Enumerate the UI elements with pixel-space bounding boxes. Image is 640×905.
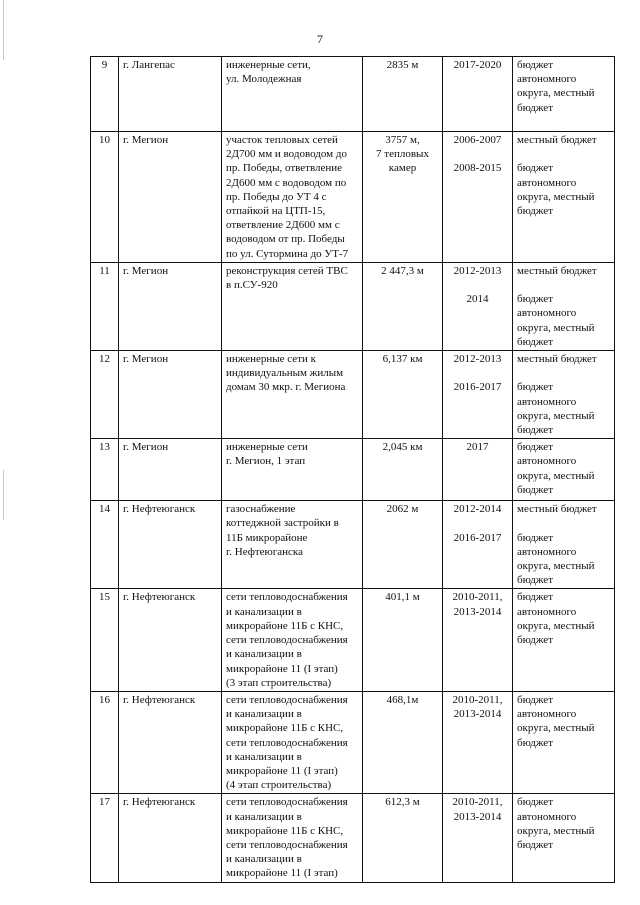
projects-table xyxy=(90,56,615,883)
budget-cell-line: округа, местный xyxy=(517,190,595,203)
budget-cell-line: автономного xyxy=(517,810,577,823)
object-cell-line: по ул. Сутормина до УТ-7 xyxy=(226,247,349,260)
budget-cell xyxy=(513,132,615,263)
length-cell-line: 2835 м xyxy=(386,59,419,71)
object-cell-line: участок тепловых сетей xyxy=(226,134,338,146)
city-cell: г. Нефтеюганск xyxy=(119,794,222,882)
row-number-cell: 14 xyxy=(91,501,119,589)
length-cell-line: 612,3 м xyxy=(385,796,420,809)
budget-cell-line: округа, местный xyxy=(517,469,595,482)
budget-cell-line: округа, местный xyxy=(517,722,595,735)
object-cell-line: сети тепловодоснабжения xyxy=(226,796,348,809)
object-cell-line: 2Д700 мм и водоводом до xyxy=(226,148,347,161)
budget-cell-line: бюджет xyxy=(517,381,553,394)
years-cell-line: 2017-2020 xyxy=(453,59,502,71)
years-cell-line: 2010-2011, xyxy=(452,796,503,809)
budget-cell-line: местный бюджет xyxy=(517,134,597,146)
length-cell xyxy=(363,794,443,882)
years-cell-line: 2010-2011, xyxy=(452,693,503,706)
object-cell-line: 2Д600 мм с водоводом по xyxy=(226,176,347,189)
object-cell-line: пр. Победы, ответвление xyxy=(226,162,343,175)
object-cell-line: реконструкция сетей ТВС xyxy=(226,264,348,277)
city-cell: г. Лангепас xyxy=(119,57,222,132)
object-cell-line: и канализации в xyxy=(226,750,302,763)
length-cell-line: 2062 м xyxy=(386,503,419,516)
budget-cell-line: автономного xyxy=(517,395,577,408)
budget-cell xyxy=(513,794,615,882)
table-row xyxy=(91,501,615,589)
budget-cell-line xyxy=(517,278,610,292)
object-cell-line: индивидуальным жилым xyxy=(226,367,344,380)
page-number: 7 xyxy=(317,32,323,46)
table-row xyxy=(91,439,615,501)
object-cell xyxy=(222,501,363,589)
budget-cell-line: автономного xyxy=(517,176,577,189)
budget-cell xyxy=(513,262,615,350)
years-cell-line xyxy=(447,516,508,530)
budget-cell xyxy=(513,691,615,793)
budget-cell-line: бюджет xyxy=(517,59,553,71)
budget-cell-line: бюджет xyxy=(517,574,553,587)
length-cell xyxy=(363,351,443,439)
budget-cell-line: местный бюджет xyxy=(517,503,597,516)
object-cell xyxy=(222,262,363,350)
row-number-cell: 9 xyxy=(91,57,119,132)
budget-cell-line: местный бюджет xyxy=(517,264,597,277)
budget-cell-line: бюджет xyxy=(517,736,553,749)
table-row xyxy=(91,794,615,882)
years-cell-line: 2016-2017 xyxy=(453,531,502,544)
budget-cell-line: бюджет xyxy=(517,483,553,496)
city-cell: г. Мегион xyxy=(119,439,222,501)
object-cell-line: микрорайоне 11 (I этап) xyxy=(226,764,338,777)
budget-cell-line: бюджет xyxy=(517,101,553,114)
budget-cell-line: округа, местный xyxy=(517,321,595,334)
length-cell-line: 3757 м, xyxy=(385,134,420,146)
object-cell-line: инженерные сети, xyxy=(226,59,311,71)
city-cell: г. Нефтеюганск xyxy=(119,589,222,691)
length-cell-line: 6,137 км xyxy=(382,353,423,366)
budget-cell-line: бюджет xyxy=(517,162,553,175)
object-cell-line: водоводом от пр. Победы xyxy=(226,233,345,246)
budget-cell-line: бюджет xyxy=(517,838,553,851)
object-cell-line: ответвление 2Д600 мм с xyxy=(226,219,340,232)
budget-cell-line: местный бюджет xyxy=(517,353,597,366)
budget-cell-line xyxy=(517,516,610,530)
table-row xyxy=(91,691,615,793)
object-cell-line: микрорайоне 11 (I этап) xyxy=(226,867,338,880)
table-row xyxy=(91,589,615,691)
object-cell xyxy=(222,691,363,793)
years-cell-line: 2012-2013 xyxy=(453,353,502,366)
years-cell xyxy=(443,439,513,501)
scan-edge-mark xyxy=(3,0,4,60)
object-cell-line: г. Нефтеюганска xyxy=(226,545,303,558)
city-cell: г. Мегион xyxy=(119,351,222,439)
years-cell xyxy=(443,691,513,793)
object-cell-line: сети тепловодоснабжения xyxy=(226,736,348,749)
budget-cell xyxy=(513,57,615,132)
object-cell-line: инженерные сети xyxy=(226,441,308,454)
years-cell xyxy=(443,794,513,882)
city-cell: г. Мегион xyxy=(119,132,222,263)
table-row xyxy=(91,57,615,132)
years-cell-line xyxy=(447,147,508,161)
budget-cell-line: округа, местный xyxy=(517,560,595,573)
row-number-cell: 12 xyxy=(91,351,119,439)
budget-cell-line: бюджет xyxy=(517,693,553,706)
budget-cell-line: автономного xyxy=(517,455,577,468)
years-cell xyxy=(443,132,513,263)
length-cell-line: камер xyxy=(388,162,417,175)
row-number-cell: 15 xyxy=(91,589,119,691)
object-cell xyxy=(222,589,363,691)
length-cell xyxy=(363,439,443,501)
row-number-cell: 17 xyxy=(91,794,119,882)
years-cell-line xyxy=(447,278,508,292)
object-cell-line: пр. Победы до УТ 4 с xyxy=(226,190,327,203)
object-cell-line: отпайкой на ЦТП-15, xyxy=(226,205,326,218)
budget-cell-line: округа, местный xyxy=(517,87,595,100)
budget-cell-line: бюджет xyxy=(517,634,553,647)
budget-cell-line xyxy=(517,366,610,380)
city-cell: г. Мегион xyxy=(119,262,222,350)
budget-cell-line: бюджет xyxy=(517,441,553,454)
length-cell-line: 7 тепловых xyxy=(376,148,429,161)
object-cell-line: (4 этап строительства) xyxy=(226,779,332,792)
row-number-cell: 13 xyxy=(91,439,119,501)
years-cell-line: 2017 xyxy=(466,441,489,454)
object-cell-line: сети тепловодоснабжения xyxy=(226,634,348,647)
budget-cell xyxy=(513,501,615,589)
years-cell xyxy=(443,262,513,350)
length-cell-line: 2 447,3 м xyxy=(381,264,424,277)
budget-cell-line: бюджет xyxy=(517,796,553,809)
object-cell-line: ул. Молодежная xyxy=(226,73,302,86)
object-cell-line: домам 30 мкр. г. Мегиона xyxy=(226,381,346,394)
budget-cell xyxy=(513,589,615,691)
budget-cell-line: округа, местный xyxy=(517,619,595,632)
budget-cell-line: автономного xyxy=(517,73,577,86)
years-cell-line: 2008-2015 xyxy=(453,162,502,175)
years-cell-line: 2010-2011, xyxy=(452,591,503,604)
table-row xyxy=(91,351,615,439)
budget-cell xyxy=(513,351,615,439)
object-cell-line: микрорайоне 11Б с КНС, xyxy=(226,619,344,632)
object-cell-line: микрорайоне 11Б с КНС, xyxy=(226,824,344,837)
budget-cell-line xyxy=(517,147,610,161)
budget-cell-line: автономного xyxy=(517,708,577,721)
length-cell xyxy=(363,691,443,793)
years-cell xyxy=(443,501,513,589)
years-cell-line: 2006-2007 xyxy=(453,134,502,146)
years-cell xyxy=(443,589,513,691)
object-cell-line: в п.СУ-920 xyxy=(226,279,278,292)
years-cell-line: 2014 xyxy=(466,293,489,306)
row-number-cell: 11 xyxy=(91,262,119,350)
object-cell-line: инженерные сети к xyxy=(226,353,316,366)
table-row xyxy=(91,132,615,263)
years-cell-line: 2013-2014 xyxy=(453,708,502,721)
object-cell-line: микрорайоне 11 (I этап) xyxy=(226,662,338,675)
object-cell-line: и канализации в xyxy=(226,853,302,866)
object-cell-line: и канализации в xyxy=(226,648,302,661)
budget-cell-line: округа, местный xyxy=(517,409,595,422)
object-cell-line: 11Б микрорайоне xyxy=(226,531,308,544)
years-cell-line: 2012-2014 xyxy=(453,503,502,516)
object-cell xyxy=(222,351,363,439)
object-cell-line: г. Мегион, 1 этап xyxy=(226,455,306,468)
object-cell-line: коттеджной застройки в xyxy=(226,517,339,530)
scan-edge-mark xyxy=(3,470,4,520)
object-cell xyxy=(222,132,363,263)
object-cell-line: (3 этап строительства) xyxy=(226,676,332,689)
object-cell-line: и канализации в xyxy=(226,708,302,721)
length-cell-line: 2,045 км xyxy=(382,441,423,454)
object-cell xyxy=(222,794,363,882)
object-cell xyxy=(222,439,363,501)
years-cell-line: 2013-2014 xyxy=(453,605,502,618)
object-cell-line: и канализации в xyxy=(226,810,302,823)
budget-cell-line: бюджет xyxy=(517,205,553,218)
object-cell-line: газоснабжение xyxy=(226,503,296,516)
years-cell xyxy=(443,351,513,439)
budget-cell-line: округа, местный xyxy=(517,824,595,837)
budget-cell-line: автономного xyxy=(517,545,577,558)
length-cell-line: 401,1 м xyxy=(385,591,420,604)
object-cell-line: и канализации в xyxy=(226,605,302,618)
length-cell-line: 468,1м xyxy=(386,693,419,706)
years-cell-line: 2012-2013 xyxy=(453,264,502,277)
row-number-cell: 16 xyxy=(91,691,119,793)
budget-cell-line: бюджет xyxy=(517,424,553,437)
budget-cell xyxy=(513,439,615,501)
budget-cell-line: автономного xyxy=(517,307,577,320)
years-cell-line: 2013-2014 xyxy=(453,810,502,823)
object-cell-line: сети тепловодоснабжения xyxy=(226,693,348,706)
object-cell-line: сети тепловодоснабжения xyxy=(226,591,348,604)
length-cell xyxy=(363,57,443,132)
row-number-cell: 10 xyxy=(91,132,119,263)
budget-cell-line: автономного xyxy=(517,605,577,618)
table-row xyxy=(91,262,615,350)
budget-cell-line: бюджет xyxy=(517,591,553,604)
object-cell-line: микрорайоне 11Б с КНС, xyxy=(226,722,344,735)
object-cell-line: сети тепловодоснабжения xyxy=(226,838,348,851)
budget-cell-line: бюджет xyxy=(517,293,553,306)
length-cell xyxy=(363,132,443,263)
budget-cell-line: бюджет xyxy=(517,531,553,544)
budget-cell-line: бюджет xyxy=(517,335,553,348)
city-cell: г. Нефтеюганск xyxy=(119,501,222,589)
object-cell xyxy=(222,57,363,132)
years-cell-line: 2016-2017 xyxy=(453,381,502,394)
length-cell xyxy=(363,262,443,350)
length-cell xyxy=(363,589,443,691)
city-cell: г. Нефтеюганск xyxy=(119,691,222,793)
years-cell xyxy=(443,57,513,132)
years-cell-line xyxy=(447,366,508,380)
length-cell xyxy=(363,501,443,589)
